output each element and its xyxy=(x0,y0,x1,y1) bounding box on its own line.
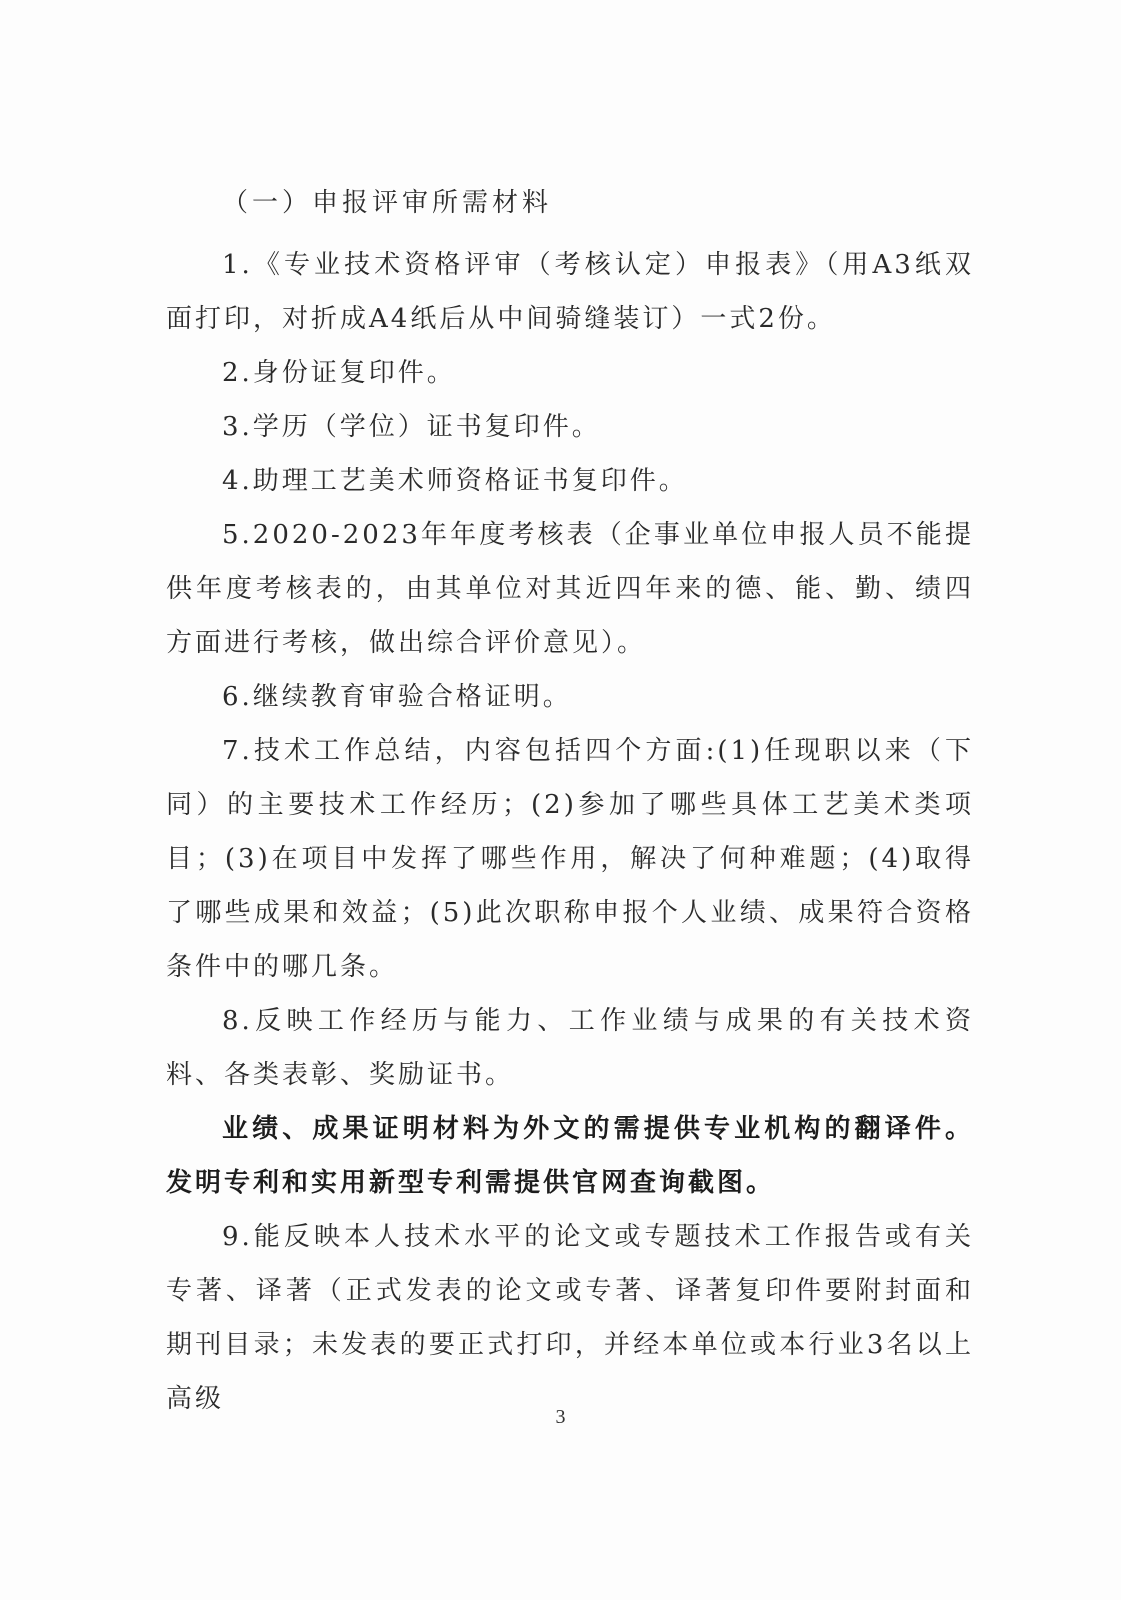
paragraph-bold-note: 业绩、成果证明材料为外文的需提供专业机构的翻译件。发明专利和实用新型专利需提供官网查询截图。 xyxy=(166,1114,974,1198)
paragraph-item-1: 1.《专业技术资格评审（考核认定）申报表》（用A3纸双面打印，对折成A4纸后从中间骑缝装订）一式2份。 xyxy=(166,250,974,334)
page-number: 3 xyxy=(555,1406,566,1428)
paragraph-item-2: 2.身份证复印件。 xyxy=(222,358,456,388)
paragraph-item-4: 4.助理工艺美术师资格证书复印件。 xyxy=(222,466,688,496)
paragraph-item-6: 6.继续教育审验合格证明。 xyxy=(222,682,572,712)
paragraph-item-3: 3.学历（学位）证书复印件。 xyxy=(222,412,601,442)
document-body xyxy=(166,176,974,1426)
paragraph-item-5: 5.2020-2023年年度考核表（企事业单位申报人员不能提供年度考核表的，由其单位对其近四年来的德、能、勤、绩四方面进行考核，做出综合评价意见）。 xyxy=(166,520,974,658)
paragraph-item-7: 7.技术工作总结，内容包括四个方面:(1)任现职以来（下同）的主要技术工作经历；(2)参加了哪些具体工艺美术类项目；(3)在项目中发挥了哪些作用，解决了何种难题；(4)取得了哪些成果和效益；(5)此次职称申报个人业绩、成果符合资格条件中的哪几条。 xyxy=(166,736,974,982)
paragraph-item-9: 9.能反映本人技术水平的论文或专题技术工作报告或有关专著、译著（正式发表的论文或专著、译著复印件要附封面和期刊目录；未发表的要正式打印，并经本单位或本行业3名以上高级 xyxy=(166,1222,974,1414)
paragraph-item-8: 8.反映工作经历与能力、工作业绩与成果的有关技术资料、各类表彰、奖励证书。 xyxy=(166,1006,974,1090)
section-heading: （一）申报评审所需材料 xyxy=(222,188,553,218)
